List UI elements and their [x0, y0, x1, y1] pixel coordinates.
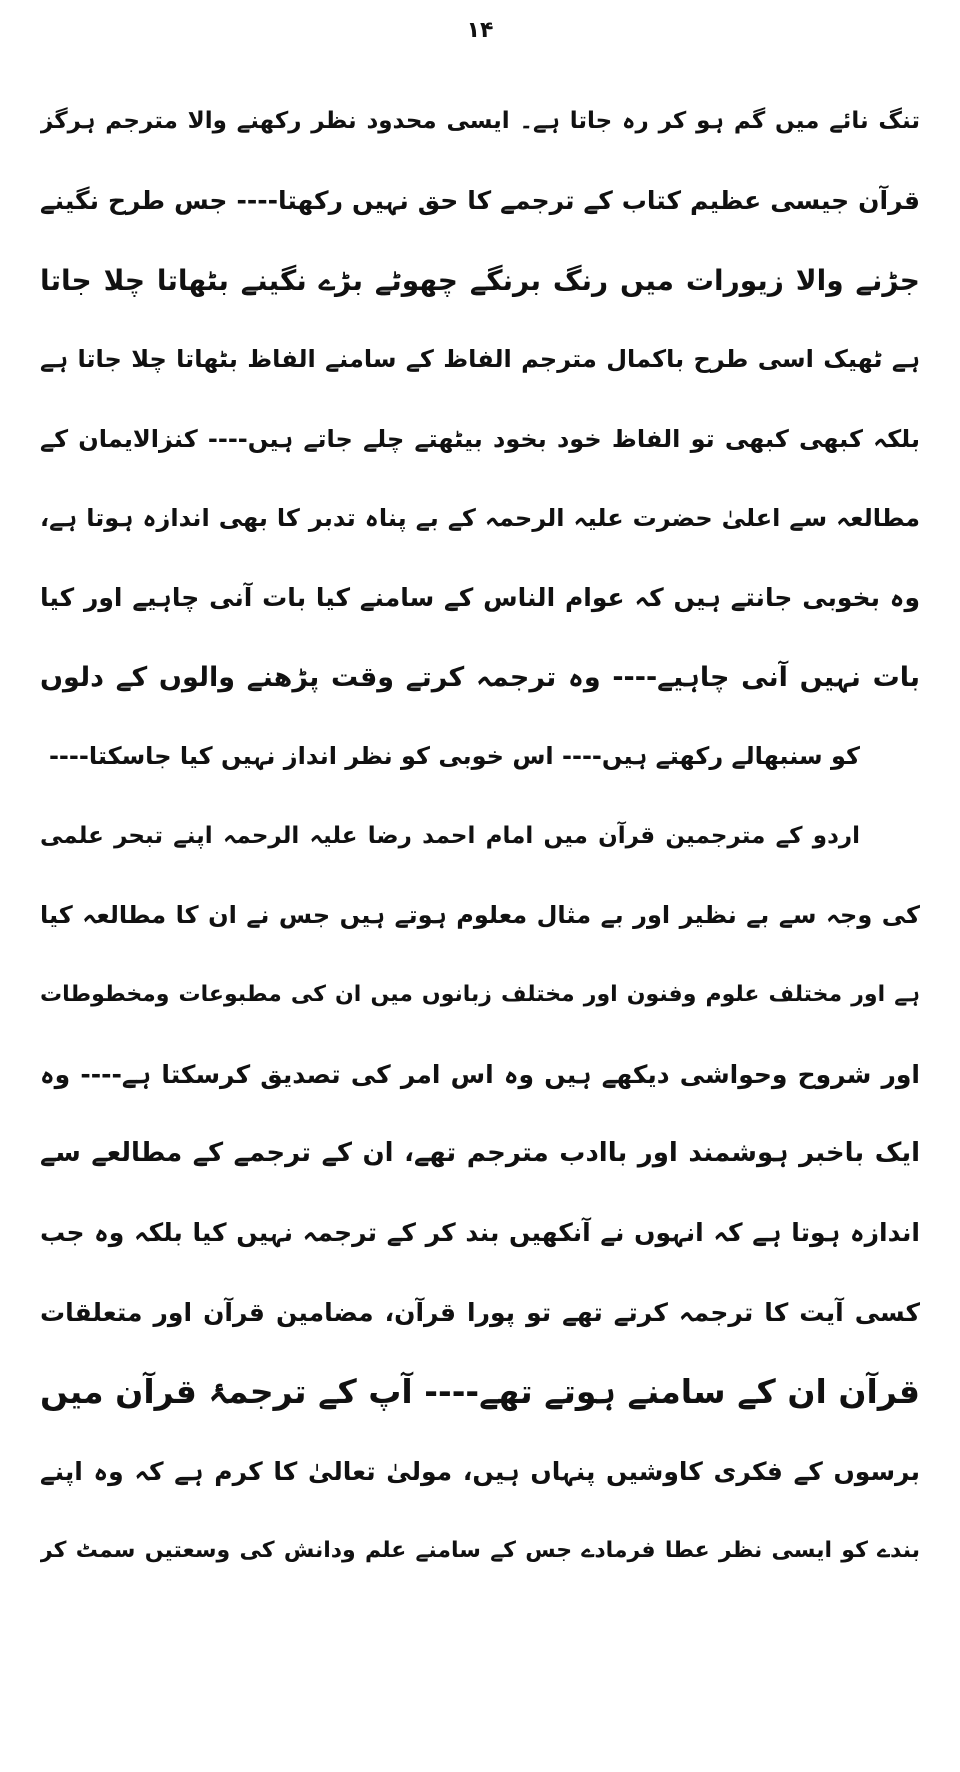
text-line: وہ بخوبی جانتے ہیں کہ عوام الناس کے سامنے کیا بات آنی چاہیے اور کیا	[40, 583, 920, 613]
text-line: ہے اور مختلف علوم وفنون اور مختلف زبانوں میں ان کی مطبوعات ومخطوطات	[40, 982, 920, 1008]
text-line: کسی آیت کا ترجمہ کرتے تھے تو پورا قرآن، مضامین قرآن اور متعلقات	[40, 1297, 920, 1327]
text-line: برسوں کے فکری کاوشیں پنہاں ہیں، مولیٰ تعالیٰ کا کرم ہے کہ وہ اپنے	[40, 1456, 920, 1486]
text-line: کی وجہ سے بے نظیر اور بے مثال معلوم ہوتے ہیں جس نے ان کا مطالعہ کیا	[40, 900, 920, 929]
text-line: اردو کے مترجمین قرآن میں امام احمد رضا علیہ الرحمہ اپنے تبحر علمی	[40, 822, 860, 849]
text-line: اور شروح وحواشی دیکھے ہیں وہ اس امر کی تصدیق کرسکتا ہے---- وہ	[40, 1059, 920, 1089]
text-line: قرآن جیسی عظیم کتاب کے ترجمے کا حق نہیں رکھتا---- جس طرح نگینے	[40, 186, 920, 216]
text-line: مطالعہ سے اعلیٰ حضرت علیہ الرحمہ کے بے پناہ تدبر کا بھی اندازہ ہوتا ہے،	[40, 503, 920, 532]
text-line: کو سنبھالے رکھتے ہیں---- اس خوبی کو نظر انداز نہیں کیا جاسکتا----	[48, 742, 860, 771]
text-line: ہے ٹھیک اسی طرح باکمال مترجم الفاظ کے سامنے الفاظ بٹھاتا چلا جاتا ہے	[40, 345, 920, 374]
text-line: جڑنے والا زیورات میں رنگ برنگے چھوٹے بڑے نگینے بٹھاتا چلا جاتا	[40, 263, 920, 297]
page-number: ۱۴	[466, 18, 494, 43]
text-line: اندازہ ہوتا ہے کہ انہوں نے آنکھیں بند کر کے ترجمہ نہیں کیا بلکہ وہ جب	[40, 1218, 920, 1248]
text-line: تنگ نائے میں گم ہو کر رہ جاتا ہے۔ ایسی محدود نظر رکھنے والا مترجم ہرگز	[40, 108, 920, 134]
body-text	[40, 82, 920, 1590]
text-line: بندے کو ایسی نظر عطا فرمادے جس کے سامنے علم ودانش کی وسعتیں سمٹ کر	[40, 1538, 920, 1564]
text-line: قرآن ان کے سامنے ہوتے تھے---- آپ کے ترجمۂ قرآن میں	[40, 1372, 920, 1412]
text-line: بات نہیں آنی چاہیے---- وہ ترجمہ کرتے وقت پڑھنے والوں کے دلوں	[40, 661, 920, 693]
text-line: بلکہ کبھی کبھی تو الفاظ خود بخود بیٹھتے چلے جاتے ہیں---- کنزالایمان کے	[40, 424, 920, 453]
text-line: ایک باخبر ہوشمند اور باادب مترجم تھے، ان کے ترجمے کے مطالعے سے	[40, 1138, 920, 1169]
